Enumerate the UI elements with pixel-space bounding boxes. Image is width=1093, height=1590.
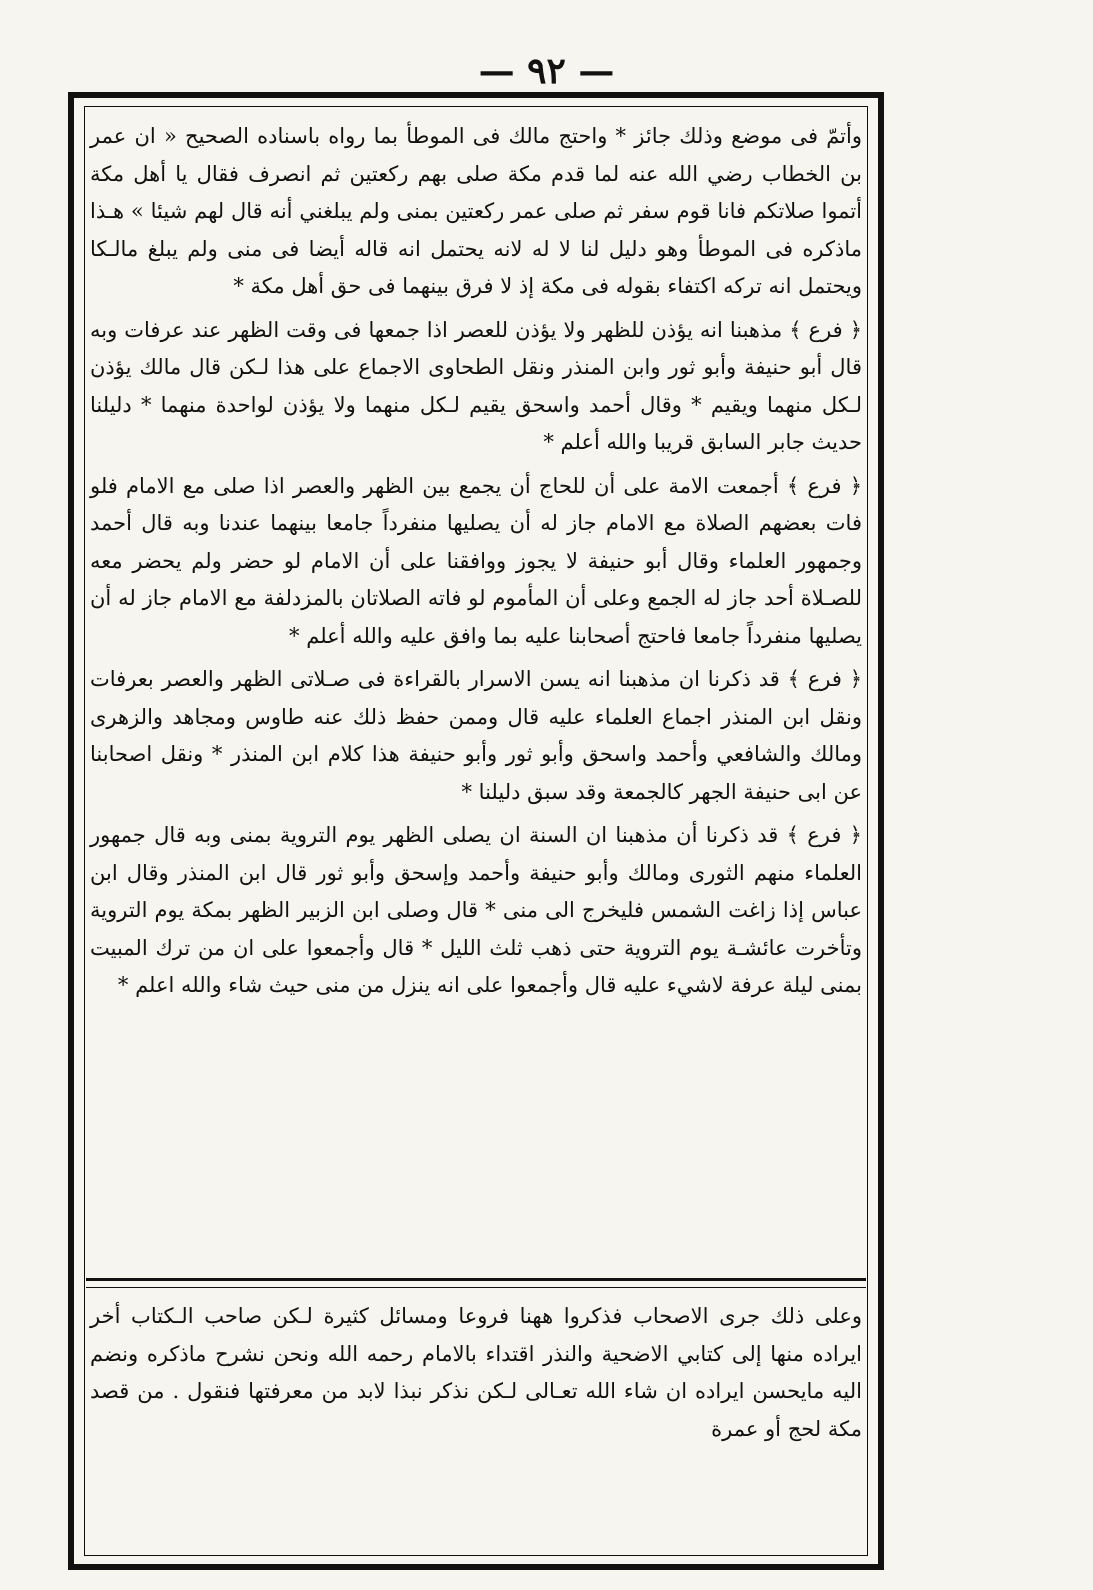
main-text [90,118,862,1005]
footnote-divider [86,1278,866,1288]
paragraph: ﴿ فرع ﴾ قد ذكرنا ان مذهبنا انه يسن الاسرار بالقراءة فى صـلاتى الظهر والعصر بعرفات ونقل ابن المنذر اجماع العلماء عليه قال وممن حفظ ذلك عنه طاوس ومجاهد والزهرى ومالك والشافعي وأحمد واسحق وأبو ثور وأبو حنيفة هذا كلام ابن المنذر * ونقل اصحابنا عن ابى حنيفة الجهر كالجمعة وقد سبق دليلنا * [90,667,862,804]
page-number: — ٩٢ — [478,50,615,92]
paragraph: ﴿ فرع ﴾ قد ذكرنا أن مذهبنا ان السنة ان يصلى الظهر يوم التروية بمنى وبه قال جمهور العلماء منهم الثورى ومالك وأبو حنيفة وأحمد وإسحق وأبو ثور قال ابن المنذر وقال ابن عباس إذا زاغت الشمس فليخرج الى منى * قال وصلى ابن الزبير الظهر بمكة يوم التروية وتأخرت عائشـة يوم التروية حتى ذهب ثلث الليل * قال وأجمعوا على ان من ترك المبيت بمنى ليلة عرفة لاشيء عليه قال وأجمعوا على انه ينزل من منى حيث شاء والله اعلم * [90,823,862,997]
paragraph: ﴿ فرع ﴾ مذهبنا انه يؤذن للظهر ولا يؤذن للعصر اذا جمعها فى وقت الظهر عند عرفات وبه قال أبو حنيفة وأبو ثور وابن المنذر ونقل الطحاوى الاجماع على هذا لـكن قال مالك يؤذن لـكل منهما ويقيم * وقال أحمد واسحق يقيم لـكل منهما ولا يؤذن لواحدة منهما * دليلنا حديث جابر السابق قريبا والله أعلم * [90,317,862,454]
paragraph: ﴿ فرع ﴾ أجمعت الامة على أن للحاج أن يجمع بين الظهر والعصر اذا صلى مع الامام فلو فات بعضهم الصلاة مع الامام جاز له أن يصليها منفرداً جامعا بينهما عندنا وبه قال أحمد وجمهور العلماء وقال أبو حنيفة لا يجوز ووافقنا على أن الامام لو حضر ولم يحضر معه للصـلاة أحد جاز له الجمع وعلى أن المأموم لو فاته الصلاتان بالمزدلفة مع الامام جاز له أن يصليها منفرداً جامعا فاحتج أصحابنا عليه بما وافق عليه والله أعلم * [90,473,862,648]
footnote-text: وعلى ذلك جرى الاصحاب فذكروا ههنا فروعا ومسائل كثيرة لـكن صاحب الـكتاب أخر ايراده منها إلى كتابي الاضحية والنذر اقتداء بالامام رحمه الله ونحن نشرح ماذكره ونضم اليه مايحسن ايراده ان شاء الله تعـالى لـكن نذكر نبذا لابد من معرفتها فنقول . من قصد مكة لحج أو عمرة [90,1304,862,1441]
paragraph: وأتمّ فى موضع وذلك جائز * واحتج مالك فى الموطأ بما رواه باسناده الصحيح « ان عمر بن الخطاب رضي الله عنه لما قدم مكة صلى بهم ركعتين ثم انصرف فقال يا أهل مكة أتموا صلاتكم فانا قوم سفر ثم صلى عمر ركعتين بمنى ولم يبلغني أنه قال لهم شيئا » هـذا ماذكره فى الموطأ وهو دليل لنا لا له لانه يحتمل انه قاله أيضا فى منى ولم يبلغ مالـكا ويحتمل انه ترکه اكتفاء بقوله فى مكة إذ لا فرق بينهما فى حق أهل مكة * [90,124,862,298]
page-frame [68,92,884,1570]
